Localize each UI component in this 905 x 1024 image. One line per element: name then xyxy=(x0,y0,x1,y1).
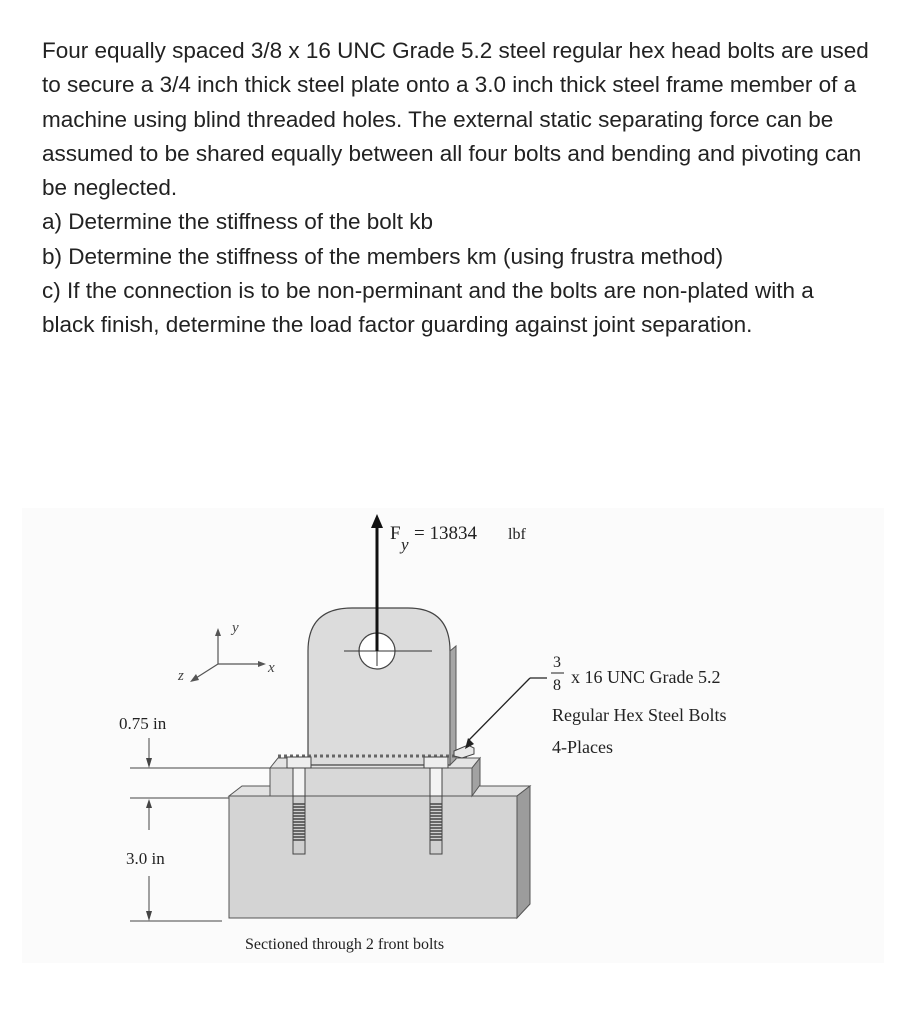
bolt-back-right xyxy=(454,745,474,758)
svg-text:F xyxy=(390,523,401,544)
axis-y-label: y xyxy=(232,620,239,636)
bolt-frac-den: 8 xyxy=(553,677,561,694)
dim-plate-label: 0.75 in xyxy=(119,714,167,733)
bolt-spec-label xyxy=(551,654,726,757)
problem-part-b: b) Determine the stiffness of the members km (using frustra method) xyxy=(42,243,724,269)
bolted-joint-figure xyxy=(22,508,884,963)
force-label xyxy=(390,523,526,554)
upright-lug xyxy=(308,608,456,765)
force-symbol: F xyxy=(390,523,401,544)
coordinate-axes xyxy=(190,628,266,682)
bolt-spec: x 16 UNC Grade 5.2 xyxy=(571,667,721,687)
problem-intro: Four equally spaced 3/8 x 16 UNC Grade 5.2 steel regular hex head bolts are used to secure a 3/4 inch thick steel plate onto a 3.0 inch thick steel frame member of a machine using blind threaded holes. The external static separating force can be assumed to be shared equally between all four bolts and bending and pivoting can be neglected. xyxy=(42,38,869,201)
force-unit: lbf xyxy=(508,526,526,543)
bolt-right-threads xyxy=(430,804,442,840)
axis-z-label: z xyxy=(178,668,184,684)
bolt-frac-num: 3 xyxy=(553,654,561,671)
problem-part-a: a) Determine the stiffness of the bolt kb xyxy=(42,209,434,235)
force-value: = 13834 xyxy=(414,523,477,544)
bolt-type: Regular Hex Steel Bolts xyxy=(552,705,727,725)
bolt-callout-leader xyxy=(465,678,547,749)
frame-member xyxy=(229,786,530,918)
force-subscript: y xyxy=(401,535,409,554)
problem-part-c: c) If the connection is to be non-perminant and the bolts are non-plated with a black finish, determine the load factor guarding against joint separation. xyxy=(42,278,814,338)
bolt-left-threads xyxy=(293,804,305,840)
problem-statement xyxy=(42,34,872,343)
section-note: Sectioned through 2 front bolts xyxy=(245,936,445,953)
dim-frame-label: 3.0 in xyxy=(126,849,165,868)
axis-x-label: x xyxy=(268,660,275,676)
bolt-count: 4-Places xyxy=(552,737,613,757)
